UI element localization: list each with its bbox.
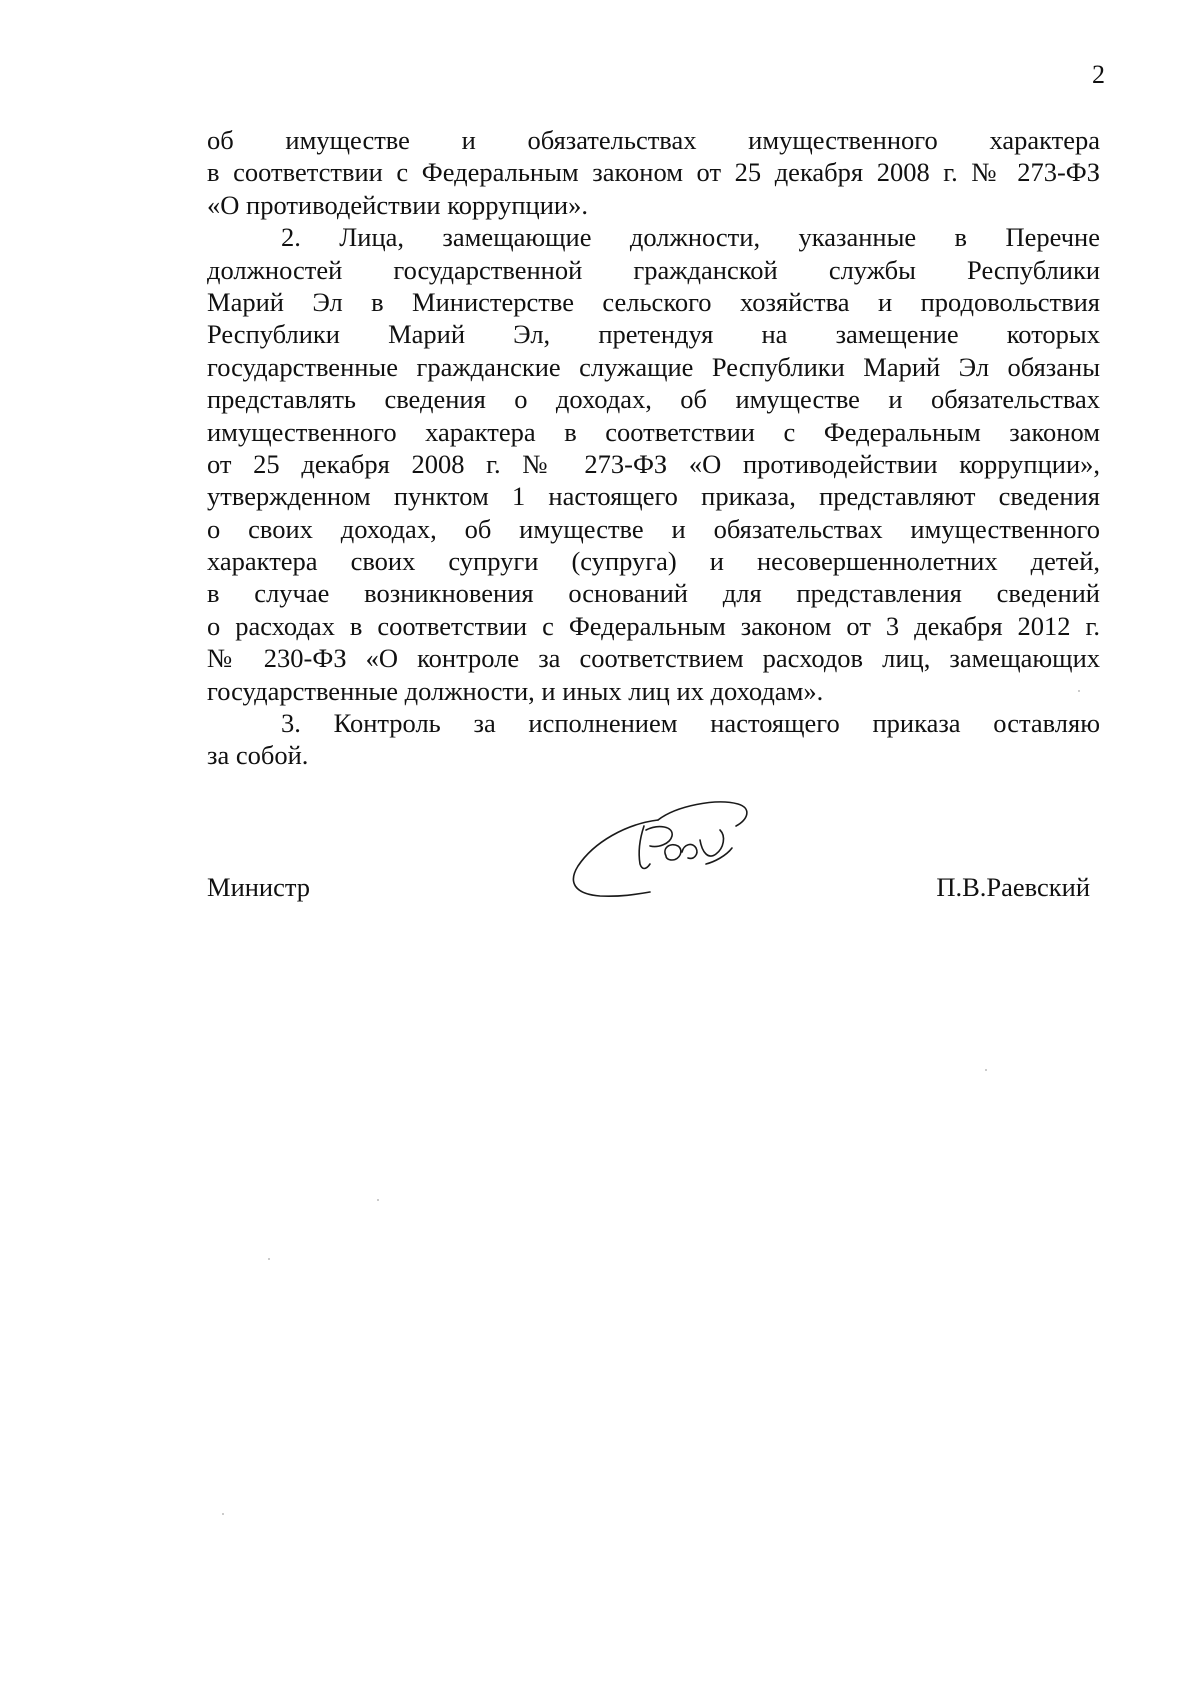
paragraph-1 (207, 124, 1100, 221)
text-line: «О противодействии коррупции». (207, 189, 588, 220)
text-line: имущественного характера в соответствии с Федеральным законом (207, 416, 1100, 447)
scan-speck (377, 1199, 379, 1201)
text-line: о своих доходах, об имуществе и обязательствах имущественного (207, 513, 1100, 544)
text-line: Марий Эл в Министерстве сельского хозяйства и продовольствия (207, 286, 1100, 317)
text-line: в соответствии с Федеральным законом от 25 декабря 2008 г. № 273-ФЗ (207, 157, 1100, 188)
page-number: 2 (1092, 60, 1105, 89)
scan-speck (222, 1513, 224, 1515)
text-line: об имуществе и обязательствах имущественного характера (207, 125, 1100, 155)
paragraph-3 (207, 707, 1100, 772)
text-line: Республики Марий Эл, претендуя на замещение которых (207, 319, 1100, 350)
paragraph-2 (207, 221, 1100, 707)
text-line: от 25 декабря 2008 г. № 273-ФЗ «О противодействии коррупции», (207, 448, 1100, 479)
text-line: утвержденном пунктом 1 настоящего приказа, представляют сведения (207, 481, 1100, 512)
document-body (207, 124, 1100, 772)
text-line: 3. Контроль за исполнением настоящего приказа оставляю (281, 708, 1100, 739)
text-line: должностей государственной гражданской службы Республики (207, 254, 1100, 285)
text-line: за собой. (207, 740, 309, 771)
text-line: государственные должности, и иных лиц их доходам». (207, 675, 824, 706)
text-line: в случае возникновения оснований для представления сведений (207, 578, 1100, 609)
text-line: 2. Лица, замещающие должности, указанные в Перечне (281, 222, 1100, 253)
text-line: характера своих супруги (супруга) и несовершеннолетних детей, (207, 546, 1100, 577)
text-line: № 230-ФЗ «О контроле за соответствием расходов лиц, замещающих (207, 643, 1100, 674)
signer-name: П.В.Раевский (936, 872, 1090, 902)
signer-position: Министр (207, 872, 311, 902)
scan-speck (268, 1258, 270, 1260)
text-line: государственные гражданские служащие Республики Марий Эл обязаны (207, 351, 1100, 382)
text-line: представлять сведения о доходах, об имуществе и обязательствах (207, 384, 1100, 415)
scan-speck (1078, 690, 1080, 692)
scan-speck (985, 1069, 987, 1071)
text-line: о расходах в соответствии с Федеральным законом от 3 декабря 2012 г. (207, 610, 1100, 641)
signature-block (207, 862, 1100, 902)
